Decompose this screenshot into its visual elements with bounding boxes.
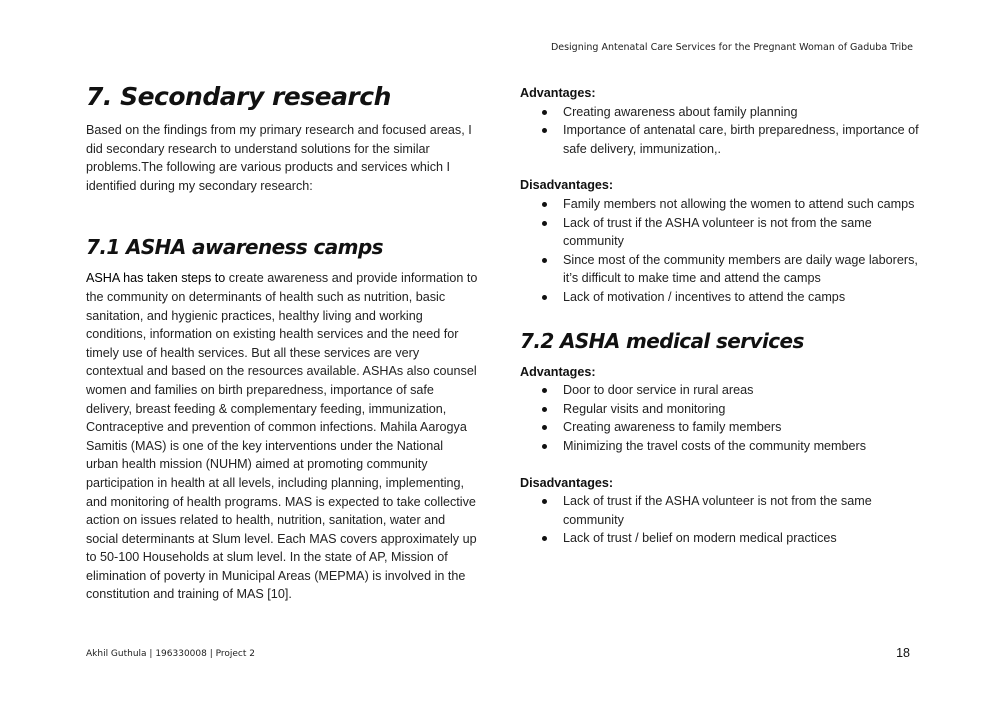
subsection-title-medical-services: 7.2 ASHA medical services (520, 328, 804, 353)
bullet-icon (542, 110, 547, 115)
list-item: Door to door service in rural areas (520, 381, 920, 400)
bullet-icon (542, 444, 547, 449)
intro-paragraph: Based on the findings from my primary research and focused areas, I did secondary research to understand solutions for the similar problems.The following are various products and services which I identified during my secondary research: (86, 123, 472, 193)
bullet-icon (542, 388, 547, 393)
right-column (520, 84, 920, 548)
list-item: Creating awareness to family members (520, 418, 920, 437)
list-item: Regular visits and monitoring (520, 400, 920, 419)
list-item: Since most of the community members are daily wage laborers, it’s difficult to make time and attend the camps (520, 251, 920, 288)
bullet-icon (542, 128, 547, 133)
footer-author-line: Akhil Guthula | 196330008 | Project 2 (86, 649, 255, 659)
bullet-icon (542, 221, 547, 226)
paragraph-lead: ASHA has taken steps to (86, 271, 226, 286)
subsection-title-awareness-camps: 7.1 ASHA awareness camps (86, 235, 383, 260)
list-item: Lack of trust if the ASHA volunteer is not from the same community (520, 214, 920, 251)
list-item: Lack of trust if the ASHA volunteer is not from the same community (520, 492, 920, 529)
list-item: Family members not allowing the women to attend such camps (520, 195, 920, 214)
bullet-icon (542, 295, 547, 300)
page-number: 18 (896, 646, 910, 660)
camps-advantages-list (520, 103, 920, 159)
camps-disadvantages-label: Disadvantages: (520, 178, 614, 193)
list-item: Importance of antenatal care, birth preparedness, importance of safe delivery, immunization,. (520, 121, 920, 158)
list-item: Lack of trust / belief on modern medical practices (520, 529, 920, 548)
medical-disadvantages-label: Disadvantages: (520, 475, 614, 490)
running-header: Designing Antenatal Care Services for the Pregnant Woman of Gaduba Tribe (550, 42, 913, 53)
list-item: Lack of motivation / incentives to attend the camps (520, 288, 920, 307)
left-column (86, 82, 478, 604)
camps-disadvantages-list (520, 195, 920, 307)
medical-advantages-list (520, 381, 920, 455)
awareness-camps-paragraph (86, 269, 478, 604)
list-item: Minimizing the travel costs of the community members (520, 437, 920, 456)
medical-advantages-label: Advantages: (520, 364, 596, 379)
bullet-icon (542, 425, 547, 430)
list-item: Creating awareness about family planning (520, 103, 920, 122)
camps-advantages-label: Advantages: (520, 86, 596, 100)
bullet-icon (542, 258, 547, 263)
bullet-icon (542, 202, 547, 207)
bullet-icon (542, 499, 547, 504)
bullet-icon (542, 536, 547, 541)
medical-disadvantages-list (520, 492, 920, 548)
bullet-icon (542, 407, 547, 412)
section-title: 7. Secondary research (86, 82, 391, 111)
paragraph-body: create awareness and provide information to the community on determinants of health such as nutrition, basic sanitation, and hygienic practices, healthy living and working conditions, information on existing health services and the need for timely use of health services. But all these services are very contextual and based on the resources available. ASHAs also counsel women and families on birth preparedness, importance of safe delivery, breast feeding & complementary feeding, immunization, Contraceptive and prevention of common infections. Mahila Aarogya Samitis (MAS) is one of the key interventions under the National urban health mission (NUHM) aimed at promoting community participation in health at all levels, including planning, implementing, and monitoring of health programs. MAS is expected to take collective action on issues related to health, nutrition, sanitation, water and social determinants at Slum level. Each MAS covers approximately up to 50-100 Households at slum level. In the state of AP, Mission of elimination of poverty in Municipal Areas (MEPMA) is involved in the constitution and training of MAS [10]. (86, 271, 478, 602)
